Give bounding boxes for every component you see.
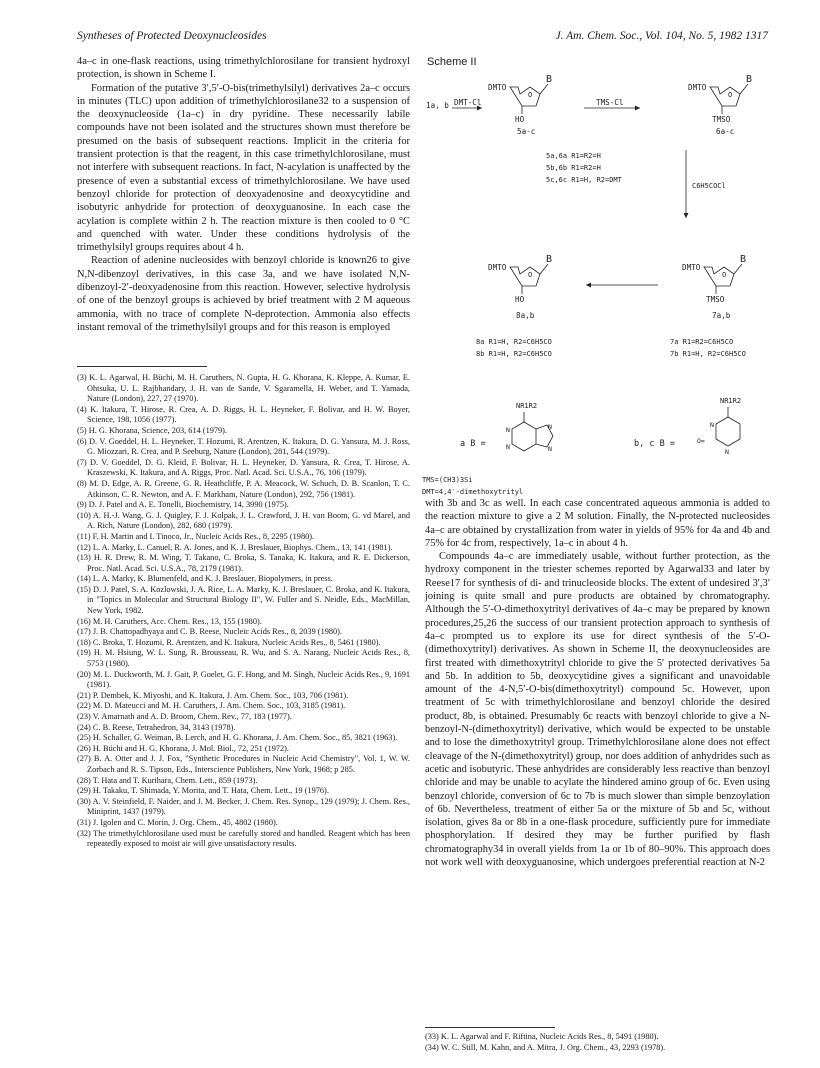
start-label: 1a, b <box>426 101 449 110</box>
ring-o: O <box>728 91 733 99</box>
header-journal: J. Am. Chem. Soc., Vol. 104, No. 5, 1982 1317 <box>555 30 768 42</box>
nr1r2-label: NR1R2 <box>516 402 538 410</box>
reference-item: (15) D. J. Patel, S. A. Kozlowski, J. A. Rice, L. A. Marky, K. J. Breslauer, C. Broka, and K. Itakura, in "Topics in Molecular and Structural Biology II", W. Fuller and S. Neidle, Eds., MacMillan, New York, 1982. <box>77 584 410 616</box>
dmto-label: DMTO <box>488 263 507 272</box>
reference-item: (9) D. J. Patel and A. E. Tonelli, Biochemistry, 14, 3990 (1975). <box>77 500 289 510</box>
base-b: B <box>546 74 553 85</box>
reagent-dmt-cl: DMT-Cl <box>454 98 482 107</box>
arrow-2-head <box>635 106 640 111</box>
scheme-ii-diagram <box>420 70 790 500</box>
reference-item: (5) H. G. Khorana, Science, 203, 614 (1979). <box>77 425 227 435</box>
reference-item: (12) L. A. Marky, L. Canuel, R. A. Jones, and K. J. Breslauer, Biophys. Chem., 13, 141 (1981). <box>77 542 393 552</box>
paragraph: 4a–c in one-flask reactions, using trimethylchlorosilane for transient hydroxyl protection, is shown in Scheme I. <box>77 56 410 81</box>
nr1r2-label: NR1R2 <box>720 397 742 405</box>
reference-item: (32) The trimethylchlorosilane used must be carefully stored and handled. Reagent which has been repeatedly exposed to moist air will give unsatisfactory results. <box>77 828 410 849</box>
tmso-label: TMSO <box>712 115 731 124</box>
n-atom: N <box>710 421 714 429</box>
def-8a: 8a R1=H, R2=C6H5CO <box>476 338 552 346</box>
compound-7: 7a,b <box>712 311 731 320</box>
paragraph: with 3b and 3c as well. In each case concentrated aqueous ammonia is added to the reaction mixture to give a 2 M solution. Finally, the N-protected nucleosides 4a–c are obtained by crystallization from water in yields of 95% for 4a and 4b and 75% for 4c from, respectively, 1a–c in about 4 h. <box>425 498 770 549</box>
reference-item: (13) H. R. Drew, R. M. Wing, T. Takano, C. Broka, S. Tanaka, K. Itakura, and R. E. Dickerson, Proc. Natl. Acad. Sci. U.S.A., 78, 2179 (1981). <box>77 553 410 573</box>
reference-item: (19) H. M. Hsiung, W. L. Sung, R. Brousseau, R. Wu, and S. A. Narang, Nucleic Acids Res., 8, 5753 (1980). <box>77 648 410 669</box>
header-title: Syntheses of Protected Deoxynucleosides <box>77 30 267 42</box>
arrow-4-head <box>586 283 591 288</box>
reference-item: (11) F. H. Martin and I. Tinoco, Jr., Nucleic Acids Res., 8, 2295 (1980). <box>77 531 315 541</box>
reference-item: (29) H. Takaku, T. Shimada, Y. Morita, and T. Hata, Chem. Lett., 19 (1976). <box>77 786 329 796</box>
scheme-title: Scheme II <box>427 56 477 68</box>
sugar-5 <box>488 74 552 136</box>
reference-item: (23) V. Amarnath and A. D. Broom, Chem. Rev., 77, 183 (1977). <box>77 712 292 721</box>
cytosine-structure <box>697 397 741 456</box>
dmto-label: DMTO <box>488 83 507 92</box>
base-b: B <box>746 74 753 85</box>
reference-item: (8) M. D. Edge, A. R. Greene, G. R. Heathcliffe, P. A. Meacock, W. Schuch, D. B. Scanlon, T. C. Atkinson, C. R. Newton, and A. F. Markham, Nature (London), 292, 756 (1981). <box>77 478 410 499</box>
def-7b: 7b R1=H, R2=C6H5CO <box>670 350 746 358</box>
ring-o: O <box>722 271 727 279</box>
condition-c: 5c,6c R1=H, R2=DMT <box>546 176 622 184</box>
base-bc-label: b, c B = <box>634 439 675 449</box>
ring-o: O <box>528 91 533 99</box>
reference-item: (21) P. Dembek, K. Miyoshi, and K. Itakura, J. Am. Chem. Soc., 103, 706 (1981). <box>77 690 349 700</box>
tms-definition: TMS=(CH3)3Si <box>422 476 473 484</box>
reference-item: (18) C. Broka, T. Hozumi, R. Arentzen, and K. Itakura, Nucleic Acids Res., 8, 5461 (1980). <box>77 637 381 647</box>
compound-5: 5a-c <box>517 127 536 136</box>
arrow-3-head <box>684 213 689 218</box>
base-b: B <box>546 254 553 265</box>
reference-item: (27) B. A. Otter and J. J. Fox, "Synthetic Procedures in Nucleic Acid Chemistry", Vol. 1, W. W. Zorbach and R. S. Tipson, Eds., Interscience Publishers, New York, 1968; p 285. <box>77 754 410 774</box>
adenine-structure <box>506 402 553 453</box>
def-7a: 7a R1=R2=C6H5CO <box>670 338 734 346</box>
paragraph: Reaction of adenine nucleosides with benzoyl chloride is known26 to give N,N-dibenzoyl derivatives, in this case 3a, and we have isolated N,N-dibenzoyl-2′-deoxyadenosine from this reaction. However, selective hydrolysis of one of the benzoyl groups is achieved by brief treatment with 2 M aqueous ammonia, with no trace of complete N-deprotection. Ammonia also effects instant removal of the trimethylsilyl groups and for this reason is employed <box>77 255 410 333</box>
reference-item: (34) W. C. Still, M. Kahn, and A. Mitra, J. Org. Chem., 43, 2293 (1978). <box>425 1042 666 1052</box>
right-column-body <box>425 497 770 869</box>
reference-item: (30) A. V. Steinfield, F. Naider, and J. M. Becker, J. Chem. Res. Synop., 129 (1979); J. Chem. Res., Miniprint, 1437 (1979). <box>77 796 410 817</box>
reference-item: (26) H. Büchi and H. G. Khorana, J. Mol. Biol., 72, 251 (1972). <box>77 743 290 753</box>
tmso-label: TMSO <box>706 295 725 304</box>
sugar-8 <box>488 254 552 320</box>
reagent-benzoyl-chloride: C6H5COCl <box>692 182 726 190</box>
reference-item: (16) M. H. Caruthers, Acc. Chem. Res., 13, 155 (1980). <box>77 616 262 626</box>
paragraph: Compounds 4a–c are immediately usable, without further protection, as the hydroxy component in the triester schemes reported by Agarwal33 and later by Reese17 for synthesis of di- and trinucleoside blocks. The extent of undesired 3′,3′ joining is quite small and pure products are obtained by chromatography. Although the 5′-O-dimethoxytrityl derivatives of 4a–c may be prepared by known procedures,25,26 the success of our transient protection approach to synthesis of 4a–c prompted us to explore its use for direct synthesis of the 5′-O-(dimethoxytrityl) derivatives. As shown in Scheme II, the deoxynucleosides are first treated with dimethoxytrityl chloride to give the 5′ protected derivatives 5a and 5b. In addition to 5b, deoxycytidine gives a significant and unavoidable amount of the 4-N,5′-O-bis(dimethoxytrityl) compound 5c. However, upon treatment of 5c with trimethylchlorosilane and benzoyl chloride the desired product, 8b, is obtained. Presumably 6c reacts with benzoyl chloride to give a N-benzoyl-N-(dimethoxytrityl) derivative, which would be expected to be unstable and to lose the dimethoxytrityl group. Trimethylchlorosilane alone does not effect cleavage of the N-(dimethoxytrityl) group, nor does addition of anhydrides such as acetic and isobutyric. These anhydrides are considerably less reactive than benzoyl chloride and may be unable to acylate the hindered amino group of 6c. Even using benzoyl chloride, conversion of 6c to 7b is much slower than simple benzoylation of 6b. Nevertheless, treatment of either 5a or the mixture of 5b and 5c, without isolation, gives 8a or 8b in a one-flask procedure, sufficiently pure for immediate phosphorylation. If desired they may be further purified by flash chromatography34 in overall yields from 1a or 1b of 80–90%. This approach does not work well with deoxyguanosine, which undergoes preferential reaction at N-2 <box>425 551 770 869</box>
dmto-label: DMTO <box>688 83 707 92</box>
compound-6: 6a-c <box>716 127 735 136</box>
reagent-tms-cl: TMS-Cl <box>596 98 624 107</box>
references-left <box>77 373 410 850</box>
ho-label: HO <box>515 115 525 124</box>
reference-item: (14) L. A. Marky, K. Blumenfeld, and K. J. Breslauer, Biopolymers, in press. <box>77 574 333 584</box>
sugar-6 <box>688 74 752 136</box>
reference-item: (25) H. Schaller, G. Weiman, B. Lerch, and H. G. Khorana, J. Am. Chem. Soc., 85, 3821 (1963). <box>77 733 398 743</box>
reference-item: (6) D. V. Goeddel, H. L. Heyneker, T. Hozumi, R. Arentzen, K. Itakura, D. G. Yansura, M. J. Ross, G. Miozzari, R. Crea, and P. Seeburg, Nature (London), 281, 544 (1979). <box>77 436 410 457</box>
condition-a: 5a,6a R1=R2=H <box>546 152 601 160</box>
left-column-body <box>77 55 410 334</box>
reference-item: (28) T. Hata and T. Kurihara, Chem. Lett., 859 (1973). <box>77 775 258 785</box>
running-header <box>77 30 768 46</box>
footnote-rule <box>77 366 207 367</box>
n-atom: N <box>725 448 729 456</box>
reference-item: (10) A. H.-J. Wang, G. J. Quigley, F. J. Kolpak, J. L. Crawford, J. H. van Boom, G. vd Marel, and A. Rich, Nature (London), 282, 680 (1979). <box>77 510 410 531</box>
reference-item: (7) D. V. Goeddel, D. G. Kleid, F. Bolivar, H. L. Heyneker, D. Yansura, R. Crea, T. Hirose, A. Kraszewski, K. Itakura, and A. Riggs, Proc. Natl. Acad. Sci. U.S.A., 76, 106 (1979). <box>77 457 410 478</box>
reference-item: (20) M. L. Duckworth, M. J. Gait, P. Goelet, G. F. Hong, and M. Singh, Nucleic Acids Res., 9, 1691 (1981). <box>77 669 410 690</box>
footnote-rule <box>425 1027 555 1028</box>
ring-o: O <box>528 271 533 279</box>
reference-item: (31) J. Igolen and C. Morin, J. Org. Chem., 45, 4802 (1980). <box>77 817 278 827</box>
def-8b: 8b R1=H, R2=C6H5CO <box>476 350 552 358</box>
n-atom: N <box>506 443 510 451</box>
paragraph: Formation of the putative 3′,5′-O-bis(trimethylsilyl) derivatives 2a–c occurs in minutes (TLC) upon addition of trimethylchlorosilane32 to a suspension of the deoxynucleoside (1a–c) in dry pyridine. These necessarily labile compounds have not been isolated and the structures shown must therefore be presumed on the basis of subsequent reactions. Implicit in the criteria for transient protection is that the reagent, in this case trimethylchlorosilane, must not interfere with subsequent reactions. In fact, N-acylation is unaffected by the presence of even a substantial excess of trimethylchlorosilane. We have used benzoyl chloride for protection of deoxyadenosine and deoxycytidine and isobutyric anhydride for protection of deoxyguanosine. In each case the acylation is complete within 2 h. The reaction mixture is then cooled to 0 °C and quenched with water. Under these conditions hydrolysis of the trimethylsilyl groups requires about 4 h. <box>77 82 410 254</box>
carbonyl-o: O= <box>697 437 705 445</box>
reference-item: (33) K. L. Agarwal and F. Riftina, Nucleic Acids Res., 8, 5491 (1980). <box>425 1032 659 1041</box>
n-atom: N <box>548 445 552 453</box>
reference-item: (17) J. B. Chattopadhyaya and C. B. Reese, Nucleic Acids Res., 8, 2039 (1980). <box>77 627 342 637</box>
base-a-label: a B = <box>460 439 486 449</box>
dmto-label: DMTO <box>682 263 701 272</box>
dmt-definition: DMT=4,4′-dimethoxytrityl <box>422 488 524 496</box>
reference-item: (22) M. D. Mateucci and M. H. Caruthers, J. Am. Chem. Soc., 103, 3185 (1981). <box>77 701 346 711</box>
sugar-7 <box>682 254 746 320</box>
reference-item: (3) K. L. Agarwal, H. Büchi, M. H. Caruthers, N. Gupta, H. G. Khorana, K. Kleppe, A. Kumar, E. Ohtsuka, U. L. Rajbhandary, J. H. van de Sande, V. Sgaramella, H. Weber, and T. Yamada, Nature (London), 227, 27 (1970). <box>77 373 410 404</box>
n-atom: N <box>506 426 510 434</box>
references-right <box>425 1032 770 1053</box>
condition-b: 5b,6b R1=R2=H <box>546 164 601 172</box>
base-b: B <box>740 254 747 265</box>
compound-8: 8a,b <box>516 311 535 320</box>
reference-item: (24) C. B. Reese, Tetrahedron, 34, 3143 (1978). <box>77 722 236 732</box>
n-atom: N <box>548 423 552 431</box>
reference-item: (4) K. Itakura, T. Hirose, R. Crea, A. D. Riggs, H. L. Heyneker, F. Bolivar, and H. W. Boyer, Science, 198, 1056 (1977). <box>77 404 410 425</box>
ho-label: HO <box>515 295 525 304</box>
